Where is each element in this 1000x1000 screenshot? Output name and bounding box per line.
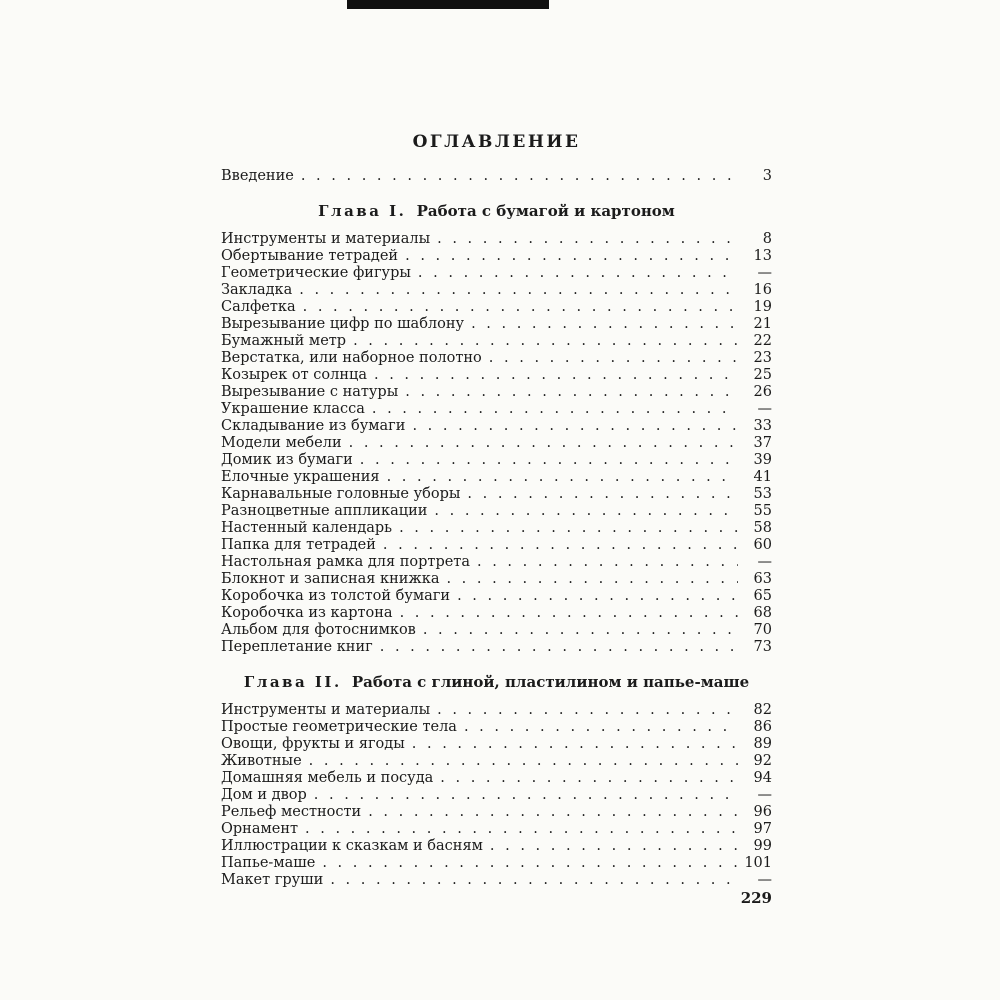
dot-leader [400,605,738,622]
dot-leader [299,282,738,299]
dot-leader [412,736,738,753]
dot-leader [380,639,738,656]
dot-leader [322,855,738,872]
toc-entry [221,872,772,889]
dot-leader [405,248,738,265]
dot-leader [405,384,738,401]
dot-leader [464,719,738,736]
dot-leader [330,872,738,889]
toc-entry [221,282,772,299]
dot-leader [309,753,738,770]
toc-entry-label: Дом и двор [221,787,307,803]
toc-entry-page: 53 [753,486,772,502]
toc-entry-label: Макет груши [221,872,324,888]
toc-entry [221,418,772,435]
toc-entry-page: — [757,787,772,803]
folio-page-number: 229 [740,889,772,907]
toc-entry [221,401,772,418]
toc-entry-page: 55 [753,503,772,519]
toc-entry-page: 99 [753,838,772,854]
toc-entry-page: 65 [753,588,772,604]
dot-leader [360,452,738,469]
dot-leader [434,503,738,520]
dot-leader [374,367,738,384]
toc-entry-page: — [757,554,772,570]
dot-leader [471,316,738,333]
toc-entry-label: Простые геометрические тела [221,719,457,735]
toc-entry-label: Животные [221,753,302,769]
toc-entry [221,787,772,804]
dot-leader [353,333,738,350]
toc-entry-label: Переплетание книг [221,639,373,655]
toc-entry-page: 94 [753,770,772,786]
toc-entry-label: Карнавальные головные уборы [221,486,461,502]
dot-leader [489,350,738,367]
toc-entry-label: Овощи, фрукты и ягоды [221,736,405,752]
toc-entry-page: 23 [753,350,772,366]
toc-entry [221,702,772,719]
toc-entry [221,265,772,282]
dot-leader [372,401,738,418]
toc-entry-label: Настенный календарь [221,520,393,536]
toc-entry-page: 37 [753,435,772,451]
toc-entry-label: Коробочка из толстой бумаги [221,588,451,604]
toc-entry-page: 89 [753,736,772,752]
toc-entry-label: Коробочка из картона [221,605,393,621]
dot-leader [387,469,738,486]
dot-leader [368,804,738,821]
toc-entry-label: Разноцветные аппликации [221,503,428,519]
toc-entry-label: Геометрические фигуры [221,265,411,281]
toc-entry [221,719,772,736]
dot-leader [477,554,738,571]
toc-entry [221,804,772,821]
toc-entry [221,588,772,605]
toc-sections [221,202,772,889]
toc-entry-page: 25 [753,367,772,383]
toc-entry [221,231,772,248]
toc-entry-page: 22 [753,333,772,349]
dot-leader [301,168,738,185]
toc-entry-intro [221,168,772,185]
toc-entry-label: Салфетка [221,299,296,315]
dot-leader [490,838,738,855]
toc-entry [221,299,772,316]
toc-entry-label: Папка для тетрадей [221,537,376,553]
toc-entry-page: 19 [753,299,772,315]
toc-entry [221,333,772,350]
toc-entry-label: Вырезывание с натуры [221,384,399,400]
scan-artifact-bar [347,0,549,9]
chapter-title: Работа с бумагой и картоном [416,202,675,220]
toc-entry [221,622,772,639]
toc-entry [221,367,772,384]
toc-entry-page: 68 [753,605,772,621]
toc-entry-page: — [757,872,772,888]
dot-leader [467,486,738,503]
toc-entry [221,350,772,367]
dot-leader [412,418,738,435]
toc-entry-label: Козырек от солнца [221,367,367,383]
toc-entry-label: Инструменты и материалы [221,702,431,718]
toc-entry-label: Обертывание тетрадей [221,248,399,264]
toc-entry-label: Введение [221,168,294,184]
dot-leader [418,265,738,282]
toc-entry-page: 73 [753,639,772,655]
toc-entry [221,469,772,486]
toc-entry-page: 16 [753,282,772,298]
toc-entry-label: Модели мебели [221,435,342,451]
toc-entry-label: Иллюстрации к сказкам и басням [221,838,483,854]
toc-entry [221,486,772,503]
toc-entry-page: 8 [762,231,772,247]
toc-entry-label: Верстатка, или наборное полотно [221,350,482,366]
toc-entry [221,384,772,401]
toc-entry [221,435,772,452]
toc-entry-page: 33 [753,418,772,434]
toc-entry-label: Елочные украшения [221,469,380,485]
toc-entry-label: Домик из бумаги [221,452,353,468]
toc-entry-page: 3 [762,168,772,184]
toc-entry-page: 86 [753,719,772,735]
toc-entry-label: Бумажный метр [221,333,347,349]
chapter-heading [221,202,772,220]
toc-entry [221,537,772,554]
toc-entry [221,316,772,333]
toc-entry [221,248,772,265]
chapter-heading [221,673,772,691]
toc-entry-page: 60 [753,537,772,553]
toc-entry-label: Домашняя мебель и посуда [221,770,434,786]
toc-entry [221,554,772,571]
toc-entry-page: 92 [753,753,772,769]
dot-leader [305,821,738,838]
toc-entry-page: 101 [744,855,772,871]
chapter-title: Работа с глиной, пластилином и папье-маше [351,673,750,691]
dot-leader [314,787,738,804]
toc-entry [221,855,772,872]
chapter-label: Глава II. [243,673,342,691]
toc-entry [221,639,772,656]
dot-leader [383,537,738,554]
toc-entry-page: — [757,401,772,417]
toc-entry-page: 13 [753,248,772,264]
toc-entry-label: Рельеф местности [221,804,362,820]
toc-entry [221,452,772,469]
toc-entry [221,838,772,855]
dot-leader [303,299,738,316]
toc-entry-label: Орнамент [221,821,299,837]
toc-entry [221,605,772,622]
toc-entry [221,821,772,838]
toc-entry [221,520,772,537]
toc-entry [221,736,772,753]
toc-entry-page: 39 [753,452,772,468]
toc-entry-label: Альбом для фотоснимков [221,622,416,638]
toc-entry [221,753,772,770]
toc-entry-page: 82 [753,702,772,718]
toc-entry-page: 26 [753,384,772,400]
page-title: ОГЛАВЛЕНИЕ [412,132,581,152]
dot-leader [437,702,738,719]
toc-entry-page: 58 [753,520,772,536]
toc-entry [221,503,772,520]
dot-leader [349,435,738,452]
toc-entry-page: 70 [753,622,772,638]
toc-entry-label: Блокнот и записная книжка [221,571,440,587]
dot-leader [446,571,738,588]
toc-entry-page: 63 [753,571,772,587]
toc-entry-page: 21 [753,316,772,332]
toc-entry-label: Украшение класса [221,401,365,417]
toc-entry [221,770,772,787]
chapter-label: Глава I. [318,202,407,220]
toc-entry-label: Закладка [221,282,293,298]
dot-leader [437,231,738,248]
toc-entry-page: 96 [753,804,772,820]
toc-entry-label: Инструменты и материалы [221,231,431,247]
toc-entry-page: 41 [753,469,772,485]
toc-entry [221,571,772,588]
dot-leader [399,520,738,537]
toc-entry-label: Настольная рамка для портрета [221,554,470,570]
dot-leader [457,588,738,605]
toc-entry-label: Складывание из бумаги [221,418,406,434]
toc-content [221,132,772,889]
toc-entry-label: Вырезывание цифр по шаблону [221,316,465,332]
toc-entry-page: 97 [753,821,772,837]
toc-entry-label: Папье-маше [221,855,316,871]
toc-entry-page: — [757,265,772,281]
dot-leader [423,622,738,639]
dot-leader [440,770,738,787]
